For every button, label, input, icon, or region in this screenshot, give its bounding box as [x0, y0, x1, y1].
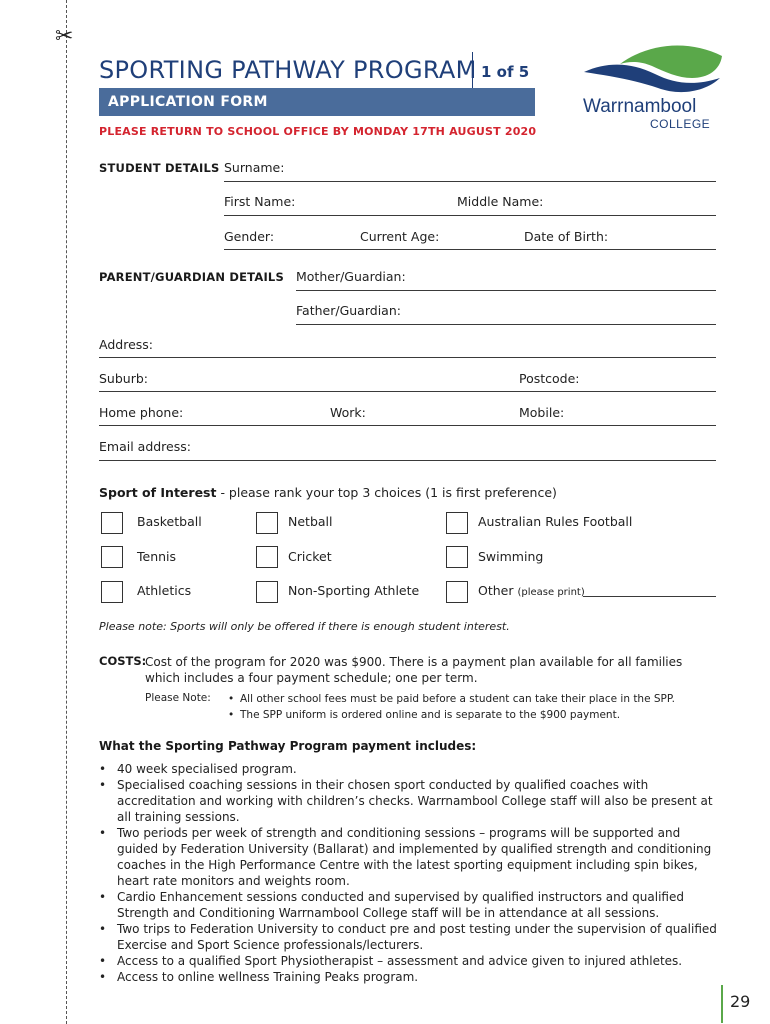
student-details-label: STUDENT DETAILS — [99, 161, 220, 175]
middle-name-label: Middle Name: — [457, 194, 544, 209]
sport-note: Please note: Sports will only be offered if there is enough student interest. — [99, 620, 510, 633]
list-item: • Access to a qualified Sport Physiotherapist – assessment and advice given to injured athletes. — [99, 953, 719, 969]
checkbox-afl[interactable] — [446, 512, 468, 534]
costs-text: Cost of the program for 2020 was $900. There is a payment plan available for all families which includes a four payment schedule; one per term. — [145, 655, 683, 685]
option-afl: Australian Rules Football — [478, 514, 633, 529]
gender-label: Gender: — [224, 229, 275, 244]
list-item: • Specialised coaching sessions in their chosen sport conducted by qualified coaches with accreditation and working with children’s checks. Warrnambool College staff will also be present at all training sessions. — [99, 777, 719, 825]
work-label: Work: — [330, 405, 366, 420]
banner-title: APPLICATION FORM — [108, 94, 268, 110]
list-item: • Access to online wellness Training Peaks program. — [99, 969, 719, 985]
suburb-field[interactable] — [99, 391, 716, 392]
mother-field[interactable] — [296, 290, 716, 291]
list-item: • The SPP uniform is ordered online and is separate to the $900 payment. — [228, 708, 675, 724]
page-title: SPORTING PATHWAY PROGRAM — [99, 56, 477, 84]
option-other: Other (please print) — [478, 583, 585, 598]
mobile-label: Mobile: — [519, 405, 565, 420]
scissors-icon: ✂ — [55, 24, 74, 49]
list-item: • 40 week specialised program. — [99, 761, 719, 777]
checkbox-tennis[interactable] — [101, 546, 123, 568]
home-phone-label: Home phone: — [99, 405, 184, 420]
option-tennis: Tennis — [137, 549, 177, 564]
father-field[interactable] — [296, 324, 716, 325]
checkbox-netball[interactable] — [256, 512, 278, 534]
list-item: • Cardio Enhancement sessions conducted and supervised by qualified instructors and qualified Strength and Conditioning Warrnambool College staff will be in attendance at all sessions. — [99, 889, 719, 921]
return-note: PLEASE RETURN TO SCHOOL OFFICE BY MONDAY 17TH AUGUST 2020 — [99, 125, 537, 138]
suburb-label: Suburb: — [99, 371, 148, 386]
cut-line — [66, 0, 67, 1024]
costs-label: COSTS: — [99, 654, 147, 668]
postcode-label: Postcode: — [519, 371, 580, 386]
email-label: Email address: — [99, 439, 191, 454]
checkbox-swimming[interactable] — [446, 546, 468, 568]
logo-sub: COLLEGE — [650, 117, 711, 131]
first-name-label: First Name: — [224, 194, 296, 209]
checkbox-other[interactable] — [446, 581, 468, 603]
parent-details-label: PARENT/GUARDIAN DETAILS — [99, 270, 284, 284]
please-note-list — [228, 692, 675, 723]
list-item: • All other school fees must be paid before a student can take their place in the SPP. — [228, 692, 675, 708]
other-sport-field[interactable] — [583, 596, 716, 597]
sport-heading: Sport of Interest - please rank your top 3 choices (1 is first preference) — [99, 485, 557, 500]
father-label: Father/Guardian: — [296, 303, 401, 318]
phone-field[interactable] — [99, 425, 716, 426]
title-divider — [472, 52, 473, 90]
page-number: 29 — [730, 992, 751, 1011]
checkbox-basketball[interactable] — [101, 512, 123, 534]
current-age-label: Current Age: — [360, 229, 440, 244]
option-athletics: Athletics — [137, 583, 192, 598]
surname-label: Surname: — [224, 160, 285, 175]
mother-label: Mother/Guardian: — [296, 269, 406, 284]
surname-field[interactable] — [224, 181, 716, 182]
includes-heading: What the Sporting Pathway Program payment includes: — [99, 739, 477, 753]
checkbox-non-sporting[interactable] — [256, 581, 278, 603]
page-count: 1 of 5 — [481, 63, 530, 81]
dob-label: Date of Birth: — [524, 229, 609, 244]
address-label: Address: — [99, 337, 153, 352]
option-non-sporting: Non-Sporting Athlete — [288, 583, 420, 598]
gender-age-dob-field[interactable] — [224, 249, 716, 250]
checkbox-cricket[interactable] — [256, 546, 278, 568]
option-basketball: Basketball — [137, 514, 202, 529]
name-field[interactable] — [224, 215, 716, 216]
option-swimming: Swimming — [478, 549, 544, 564]
option-netball: Netball — [288, 514, 333, 529]
checkbox-athletics[interactable] — [101, 581, 123, 603]
logo-name: Warrnambool — [583, 96, 697, 117]
email-field[interactable] — [99, 460, 716, 461]
please-note-label: Please Note: — [145, 692, 211, 704]
list-item: • Two trips to Federation University to conduct pre and post testing under the supervision of qualified Exercise and Sport Science professionals/lecturers. — [99, 921, 719, 953]
includes-list — [99, 761, 719, 985]
address-field[interactable] — [99, 357, 716, 358]
option-cricket: Cricket — [288, 549, 332, 564]
list-item: • Two periods per week of strength and conditioning sessions – programs will be supported and guided by Federation University (Ballarat) and implemented by qualified strength and conditioning coaches in the High Performance Centre with the latest sporting equipment including spin bikes, heart rate monitors and weights room. — [99, 825, 719, 889]
page-number-bar — [721, 985, 723, 1023]
